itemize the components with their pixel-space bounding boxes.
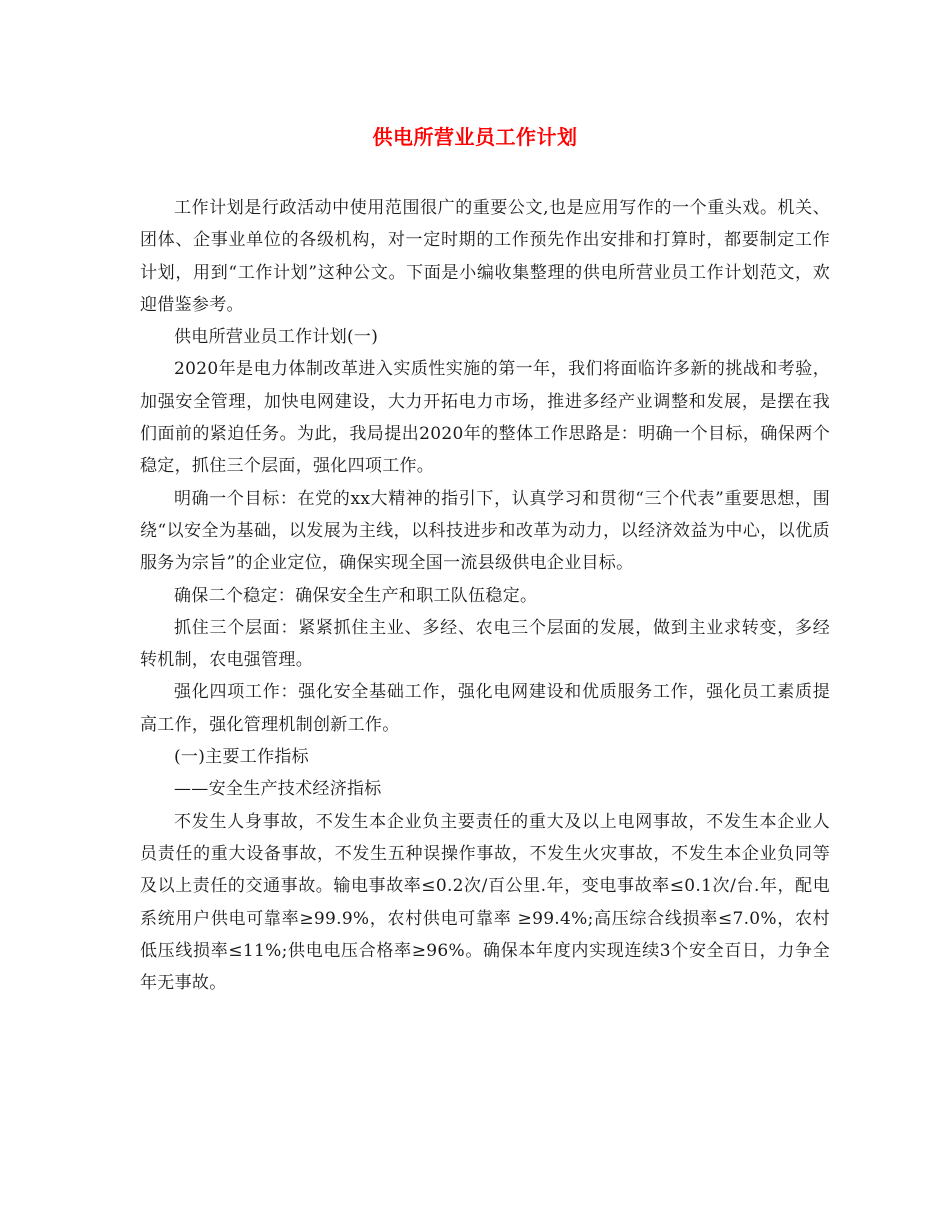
- paragraph-safety-targets: 不发生人身事故，不发生本企业负主要责任的重大及以上电网事故，不发生本企业人员责任的重大设备事故，不发生五种误操作事故，不发生火灾事故，不发生本企业负同等及以上责任的交通事故。输电事故率≤0.2次/百公里.年，变电事故率≤0.1次/台.年，配电系统用户供电可靠率≥99.9%，农村供电可靠率 ≥99.4%;高压综合线损率≤7.0%，农村低压线损率≤11%;供电电压合格率≥96%。确保本年度内实现连续3个安全百日，力争全年无事故。: [140, 811, 830, 994]
- section-heading-1: 供电所营业员工作计划(一): [174, 327, 379, 348]
- document-body: [140, 192, 830, 999]
- paragraph-intro: 工作计划是行政活动中使用范围很广的重要公文,也是应用写作的一个重头戏。机关、团体、企事业单位的各级机构，对一定时期的工作预先作出安排和打算时，都要制定工作计划，用到“工作计划”这种公文。下面是小编收集整理的供电所营业员工作计划范文，欢迎借鉴参考。: [140, 198, 830, 315]
- paragraph-stability: 确保二个稳定：确保安全生产和职工队伍稳定。: [174, 585, 538, 606]
- paragraph-four-tasks: 强化四项工作：强化安全基础工作，强化电网建设和优质服务工作，强化员工素质提高工作，强化管理机制创新工作。: [140, 682, 830, 735]
- subheading-indicators: (一)主要工作指标: [174, 747, 309, 768]
- subheading-safety-indicators: ——安全生产技术经济指标: [174, 779, 382, 800]
- paragraph-levels: 抓住三个层面：紧紧抓住主业、多经、农电三个层面的发展，做到主业求转变，多经转机制，农电强管理。: [140, 617, 830, 671]
- paragraph-goal: 明确一个目标：在党的xx大精神的指引下，认真学习和贯彻“三个代表”重要思想，围绕“以安全为基础，以发展为主线，以科技进步和改革为动力，以经济效益为中心，以优质服务为宗旨”的企业定位，确保实现全国一流县级供电企业目标。: [140, 488, 830, 574]
- paragraph-overview: 2020年是电力体制改革进入实质性实施的第一年，我们将面临许多新的挑战和考验，加强安全管理，加快电网建设，大力开拓电力市场，推进多经产业调整和发展，是摆在我们面前的紧迫任务。为此，我局提出2020年的整体工作思路是：明确一个目标，确保两个稳定，抓住三个层面，强化四项工作。: [140, 359, 830, 477]
- document-title: 供电所营业员工作计划: [372, 125, 578, 149]
